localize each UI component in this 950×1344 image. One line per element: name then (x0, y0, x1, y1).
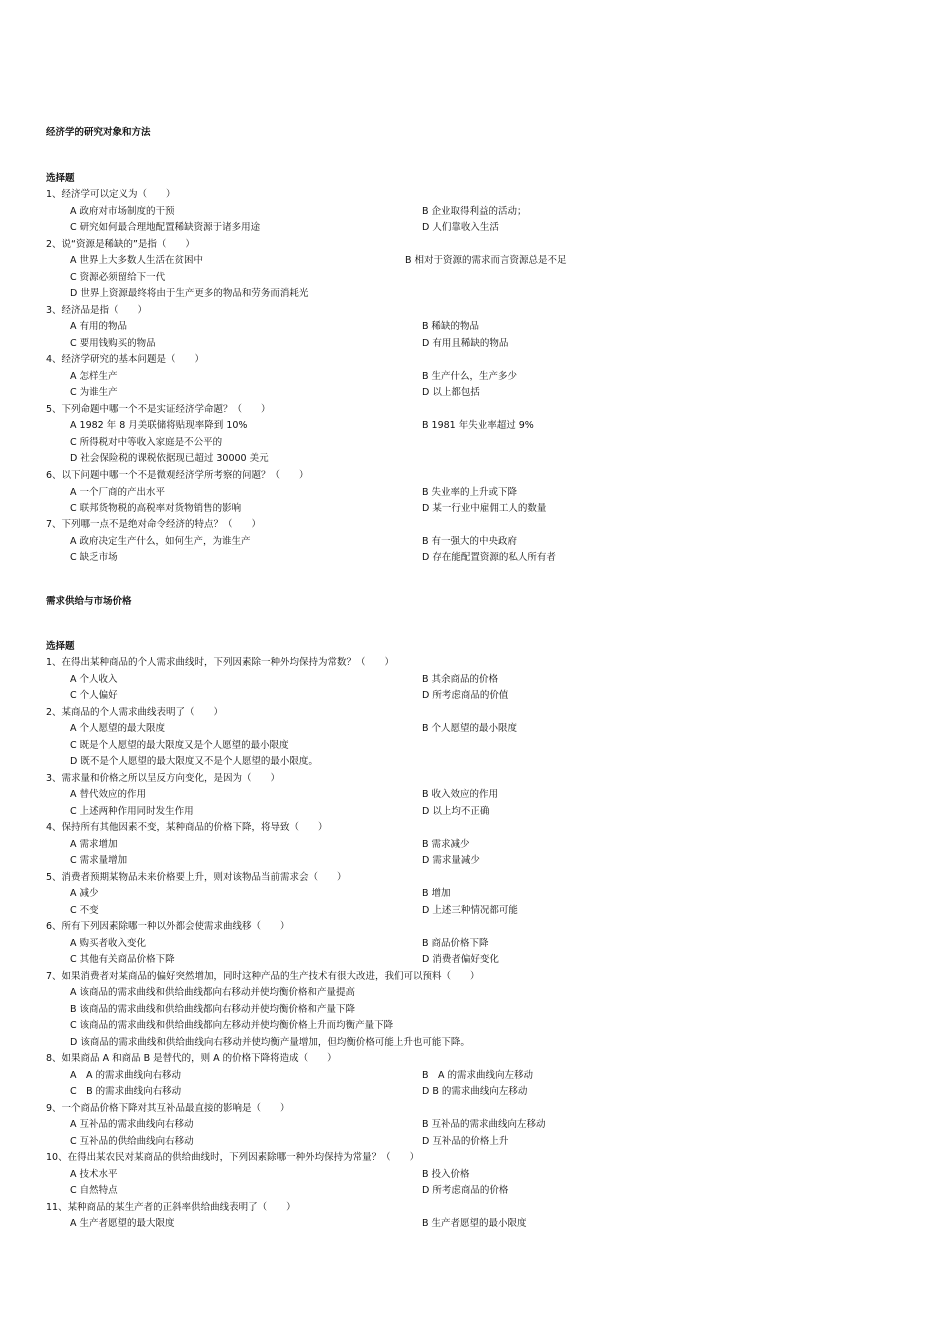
option-b: B 投入价格 (422, 1169, 470, 1180)
option-d: D 有用且稀缺的物品 (422, 338, 509, 349)
question-text: 5、下列命题中哪一个不是实证经济学命题？（ ） (46, 404, 271, 415)
option-d: D 上述三种情况都可能 (422, 905, 518, 916)
option-b: B 相对于资源的需求而言资源总是不足 (405, 255, 567, 266)
question-text: 1、经济学可以定义为（ ） (46, 189, 176, 200)
option-a: A 世界上大多数人生活在贫困中 (70, 255, 204, 266)
option-a: A 个人愿望的最大限度 (70, 723, 166, 734)
option-c: C 互补品的供给曲线向右移动 (70, 1136, 194, 1147)
option-d: D 该商品的需求曲线和供给曲线向右移动并使均衡产量增加，但均衡价格可能上升也可能下降。 (70, 1037, 470, 1048)
question-text: 6、所有下列因素除哪一种以外都会使需求曲线移（ ） (46, 921, 290, 932)
question-text: 6、以下问题中哪一个不是微观经济学所考察的问题？（ ） (46, 470, 309, 481)
option-c: C 其他有关商品价格下降 (70, 954, 175, 965)
option-a: A 需求增加 (70, 839, 118, 850)
option-c: C 上述两种作用同时发生作用 (70, 806, 194, 817)
option-c: C 既是个人愿望的最大限度又是个人愿望的最小限度 (70, 740, 289, 751)
section-subtitle: 选择题 (46, 173, 75, 184)
option-a: A 替代效应的作用 (70, 789, 147, 800)
option-a: A 一个厂商的产出水平 (70, 487, 166, 498)
option-d: D 人们靠收入生活 (422, 222, 499, 233)
option-b: B 增加 (422, 888, 451, 899)
option-a: A 该商品的需求曲线和供给曲线都向右移动并使均衡价格和产量提高 (70, 987, 356, 998)
option-d: D 某一行业中雇佣工人的数量 (422, 503, 547, 514)
option-b: B 稀缺的物品 (422, 321, 480, 332)
option-b: B 互补品的需求曲线向左移动 (422, 1119, 546, 1130)
option-b: B 1981 年失业率超过 9% (422, 420, 534, 431)
option-c: C 该商品的需求曲线和供给曲线都向左移动并使均衡价格上升而均衡产量下降 (70, 1020, 394, 1031)
option-b: B 失业率的上升或下降 (422, 487, 518, 498)
option-a: A 互补品的需求曲线向右移动 (70, 1119, 194, 1130)
question-text: 7、下列哪一点不是绝对命令经济的特点？（ ） (46, 519, 262, 530)
question-text: 3、需求量和价格之所以呈反方向变化，是因为（ ） (46, 773, 281, 784)
option-c: C 资源必须留给下一代 (70, 272, 166, 283)
option-d: D 以上都包括 (422, 387, 480, 398)
option-d: D 需求量减少 (422, 855, 480, 866)
option-d: D 存在能配置资源的私人所有者 (422, 552, 556, 563)
question-text: 2、某商品的个人需求曲线表明了（ ） (46, 707, 224, 718)
option-d: D 社会保险税的课税依据现已超过 30000 美元 (70, 453, 269, 464)
option-c: C 为谁生产 (70, 387, 118, 398)
option-a: A 1982 年 8 月美联储将贴现率降到 10% (70, 420, 248, 431)
option-a: A 政府对市场制度的干预 (70, 206, 175, 217)
question-text: 1、在得出某种商品的个人需求曲线时，下列因素除一种外均保持为常数？（ ） (46, 657, 395, 668)
question-text: 4、保持所有其他因素不变，某种商品的价格下降，将导致（ ） (46, 822, 328, 833)
question-text: 3、经济品是指（ ） (46, 305, 148, 316)
section-title: 经济学的研究对象和方法 (46, 127, 151, 138)
option-a: A A 的需求曲线向右移动 (70, 1070, 182, 1081)
option-a: A 技术水平 (70, 1169, 118, 1180)
question-text: 11、某种商品的某生产者的正斜率供给曲线表明了（ ） (46, 1202, 296, 1213)
option-b: B 商品价格下降 (422, 938, 489, 949)
option-b: B 有一强大的中央政府 (422, 536, 518, 547)
option-a: A 减少 (70, 888, 99, 899)
option-c: C B 的需求曲线向右移动 (70, 1086, 182, 1097)
question-text: 7、如果消费者对某商品的偏好突然增加，同时这种产品的生产技术有很大改进，我们可以预料（ ） (46, 971, 480, 982)
question-text: 9、一个商品价格下降对其互补品最直接的影响是（ ） (46, 1103, 290, 1114)
option-b: B 企业取得利益的活动； (422, 206, 527, 217)
option-d: D 所考虑商品的价值 (422, 690, 509, 701)
option-b: B 其余商品的价格 (422, 674, 499, 685)
option-a: A 怎样生产 (70, 371, 118, 382)
option-a: A 购买者收入变化 (70, 938, 147, 949)
option-d: D 世界上资源最终将由于生产更多的物品和劳务而消耗光 (70, 288, 309, 299)
option-a: A 有用的物品 (70, 321, 128, 332)
option-d: D 既不是个人愿望的最大限度又不是个人愿望的最小限度。 (70, 756, 318, 767)
option-c: C 自然特点 (70, 1185, 118, 1196)
option-c: C 研究如何最合理地配置稀缺资源于诸多用途 (70, 222, 261, 233)
option-c: C 个人偏好 (70, 690, 118, 701)
option-d: D B 的需求曲线向左移动 (422, 1086, 528, 1097)
option-c: C 要用钱购买的物品 (70, 338, 156, 349)
option-a: A 个人收入 (70, 674, 118, 685)
option-b: B A 的需求曲线向左移动 (422, 1070, 534, 1081)
section-subtitle: 选择题 (46, 641, 75, 652)
option-a: A 政府决定生产什么，如何生产，为谁生产 (70, 536, 251, 547)
question-text: 4、经济学研究的基本问题是（ ） (46, 354, 205, 365)
option-d: D 互补品的价格上升 (422, 1136, 509, 1147)
option-c: C 联邦货物税的高税率对货物销售的影响 (70, 503, 242, 514)
option-c: C 不变 (70, 905, 99, 916)
option-c: C 需求量增加 (70, 855, 128, 866)
option-b: B 该商品的需求曲线和供给曲线都向右移动并使均衡价格和产量下降 (70, 1004, 356, 1015)
option-b: B 需求减少 (422, 839, 470, 850)
question-text: 5、消费者预期某物品未来价格要上升，则对该物品当前需求会（ ） (46, 872, 347, 883)
option-b: B 生产什么，生产多少 (422, 371, 518, 382)
option-d: D 以上均不正确 (422, 806, 490, 817)
option-d: D 消费者偏好变化 (422, 954, 499, 965)
question-text: 10、在得出某农民对某商品的供给曲线时，下列因素除哪一种外均保持为常量？（ ） (46, 1152, 420, 1163)
question-text: 2、说“资源是稀缺的”是指（ ） (46, 239, 195, 250)
option-b: B 个人愿望的最小限度 (422, 723, 518, 734)
option-c: C 所得税对中等收入家庭是不公平的 (70, 437, 223, 448)
option-d: D 所考虑商品的价格 (422, 1185, 509, 1196)
section-title: 需求供给与市场价格 (46, 596, 132, 607)
question-text: 8、如果商品 A 和商品 B 是替代的，则 A 的价格下降将造成（ ） (46, 1053, 337, 1064)
option-c: C 缺乏市场 (70, 552, 118, 563)
option-a: A 生产者愿望的最大限度 (70, 1218, 175, 1229)
option-b: B 生产者愿望的最小限度 (422, 1218, 527, 1229)
option-b: B 收入效应的作用 (422, 789, 499, 800)
